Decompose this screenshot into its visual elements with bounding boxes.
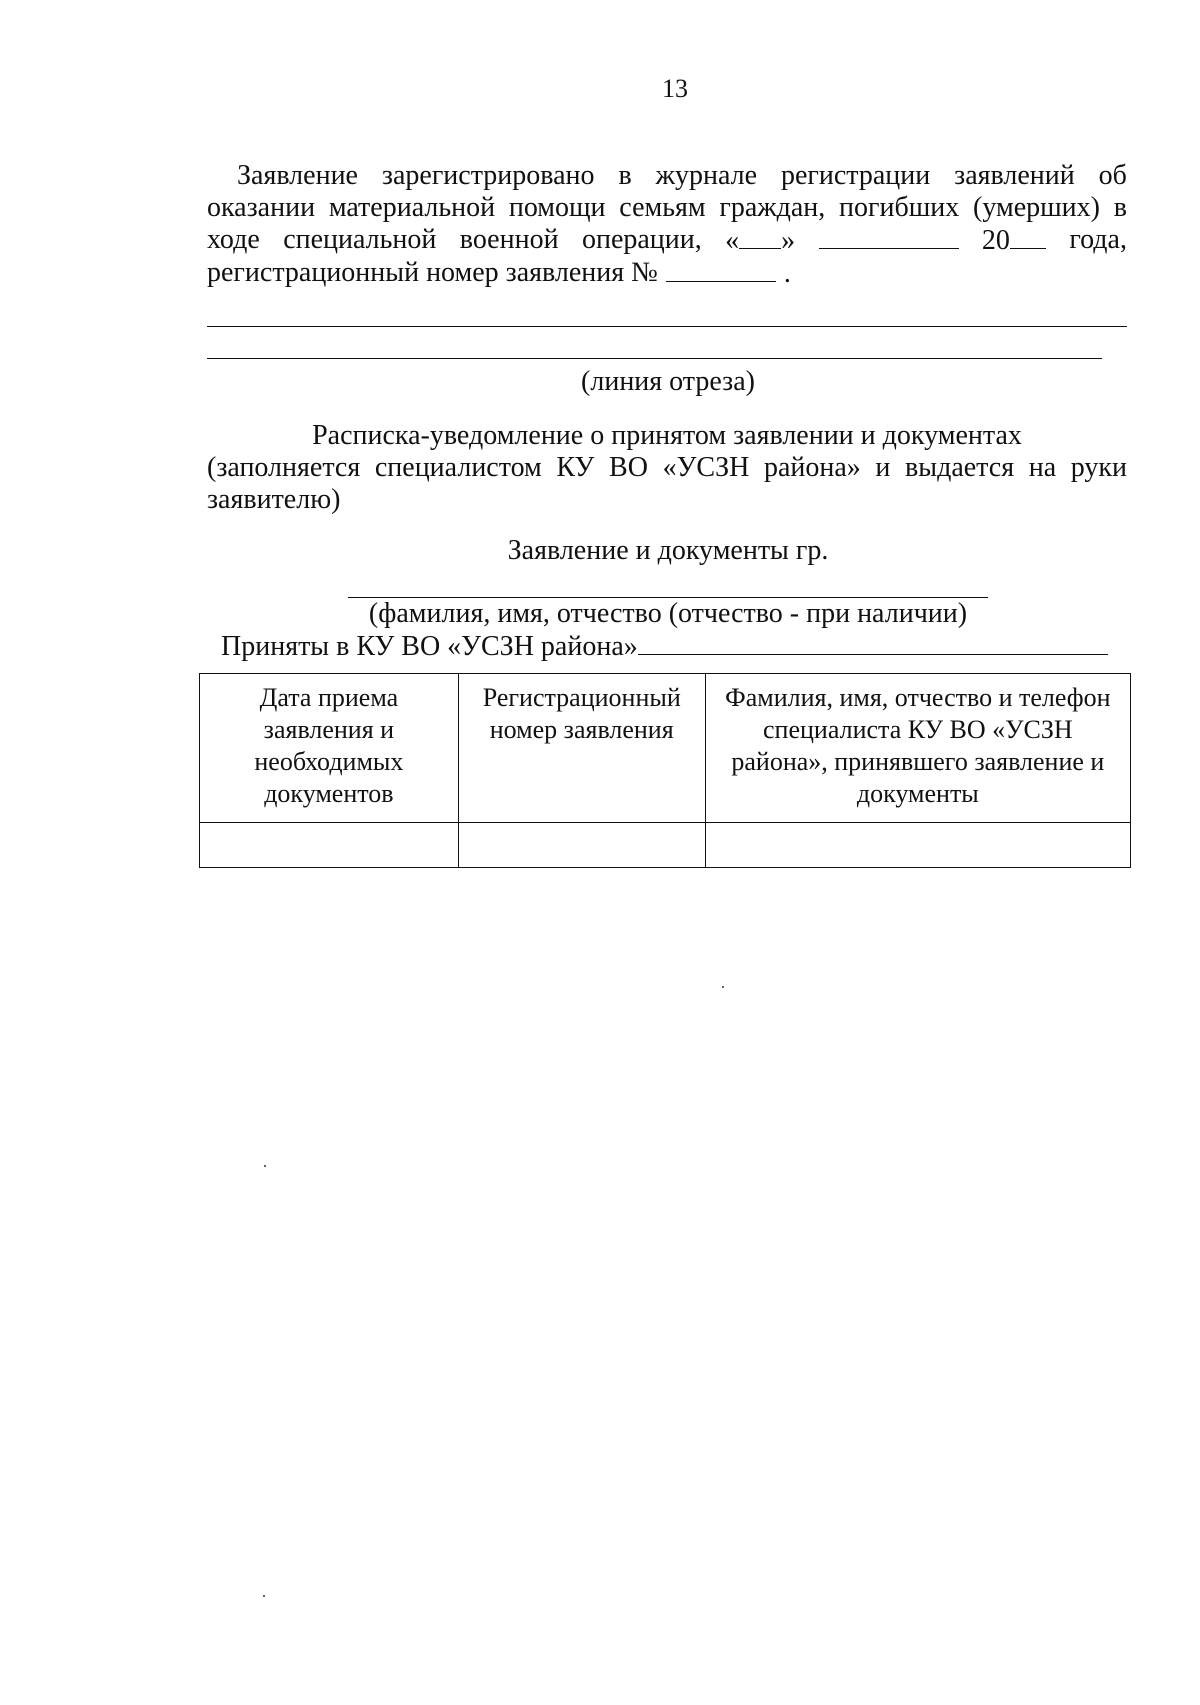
page-number: 13: [662, 74, 688, 103]
receipt-title: Расписка-уведомление о принятом заявлении и документах: [312, 420, 1022, 451]
header-date-received: Дата приема заявления и необходимых документов: [200, 674, 459, 823]
header-registration-number: Регистрационный номер заявления: [458, 674, 705, 823]
receipt-table: [199, 673, 1131, 868]
table-row: [200, 823, 1131, 868]
separator-line: [207, 326, 1127, 327]
receipt-subtitle-line-1: (заполняется специалистом КУ ВО «УСЗН района» и выдается на руки: [207, 452, 1127, 483]
date-year-field[interactable]: 20: [982, 224, 1046, 257]
registration-line-3: ходе специальной военной операции, « » 20 года,: [207, 224, 1127, 256]
registration-line-1: Заявление зарегистрировано в журнале регистрации заявлений об: [237, 160, 1127, 191]
cut-line: [207, 358, 1102, 359]
cell-specialist-info[interactable]: [705, 823, 1130, 868]
cell-registration-number[interactable]: [458, 823, 705, 868]
date-day-field[interactable]: « »: [725, 225, 796, 256]
date-month-field[interactable]: [819, 224, 959, 249]
documents-of-label: Заявление и документы гр.: [507, 535, 829, 566]
receipt-notice: [207, 420, 1127, 516]
registration-paragraph: [207, 160, 1127, 290]
receipt-subtitle-line-2: заявителю): [207, 484, 341, 515]
district-office-field[interactable]: [638, 630, 1108, 655]
cut-line-label: (линия отреза): [581, 366, 755, 397]
scan-speck: [264, 1165, 266, 1167]
registration-line-2: оказании материальной помощи семьям граждан, погибших (умерших) в: [207, 192, 1127, 223]
registration-number-field[interactable]: .: [666, 257, 791, 290]
scan-speck: [263, 1595, 265, 1597]
table-header-row: [200, 674, 1131, 823]
header-specialist-info: Фамилия, имя, отчество и телефон специалиста КУ ВО «УСЗН района», принявшего заявление и документы: [705, 674, 1130, 823]
accepted-line: Приняты в КУ ВО «УСЗН района»: [221, 630, 1108, 663]
fio-hint: (фамилия, имя, отчество (отчество - при наличии): [368, 598, 968, 629]
registration-line-4: регистрационный номер заявления № .: [207, 257, 791, 289]
cell-date-received[interactable]: [200, 823, 459, 868]
scan-speck: [722, 986, 724, 988]
